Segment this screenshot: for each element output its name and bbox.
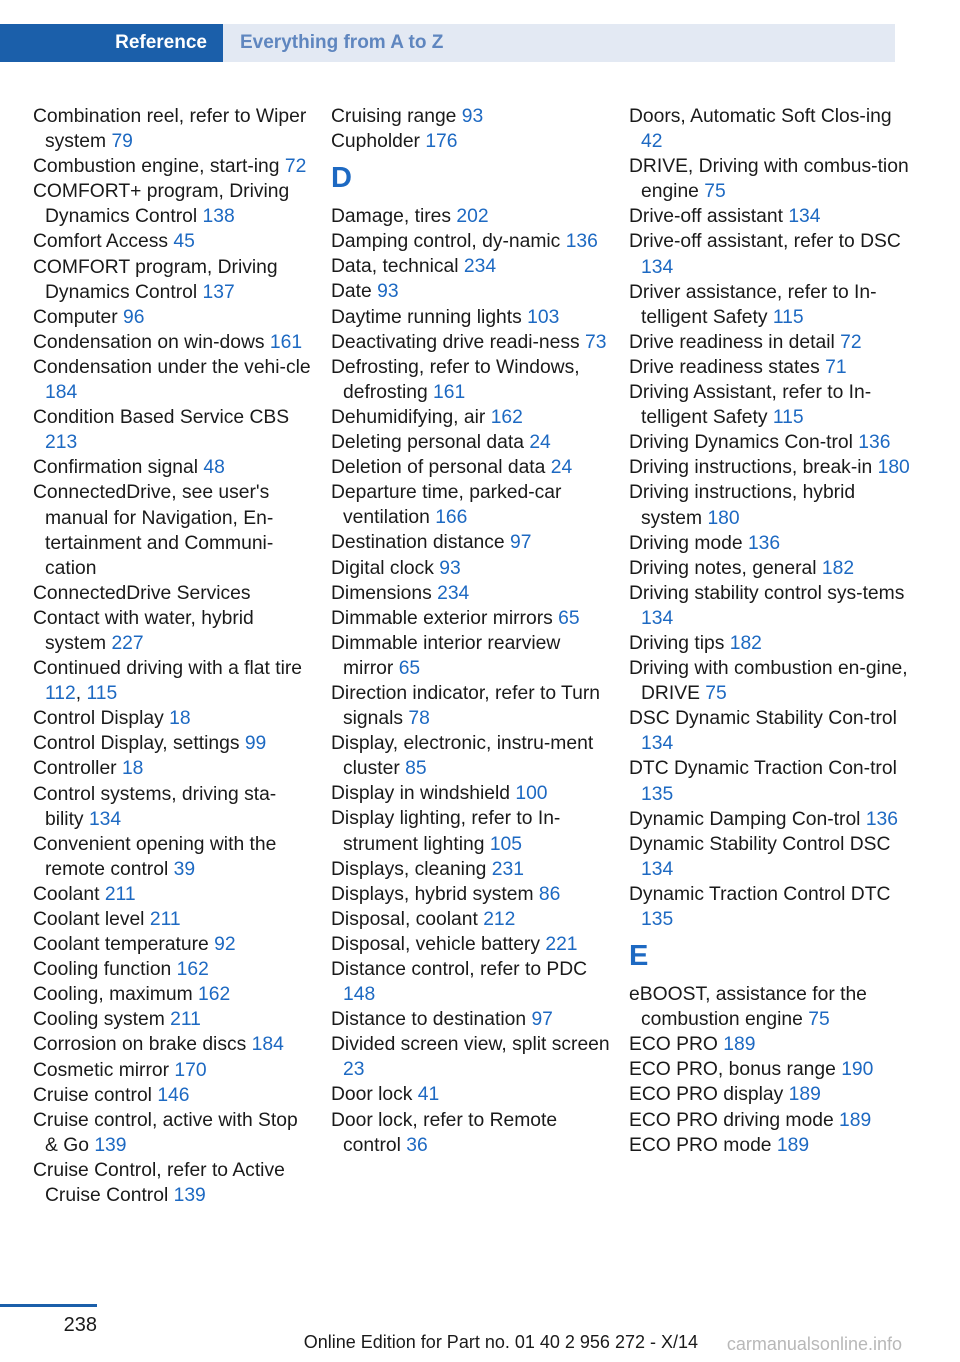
page-link[interactable]: 75 [808, 1009, 830, 1031]
page-link[interactable]: 72 [840, 331, 862, 353]
index-entry-text: Convenient opening with the remote control [33, 833, 277, 880]
index-entry-text: Displays, cleaning [331, 858, 487, 880]
page-link[interactable]: 211 [104, 883, 136, 905]
index-entry-text: Display, electronic, instru‐ment cluster [331, 733, 594, 780]
page-number: 238 [63, 1314, 97, 1336]
index-entry-text: Contact with water, hybrid system [33, 607, 254, 654]
page-link[interactable]: 42 [641, 131, 663, 153]
subsection-tab-a-to-z[interactable]: Everything from A to Z [223, 24, 895, 62]
index-entry-text: Cooling function [33, 959, 172, 981]
index-entry-text: Cruise control [33, 1084, 152, 1106]
index-entry-text: Display lighting, refer to In‐strument lighting [331, 808, 561, 855]
page-link[interactable]: 36 [406, 1134, 428, 1156]
page-link[interactable]: 227 [111, 632, 144, 654]
index-entry-text: Dehumidifying, air [331, 406, 486, 428]
page-link[interactable]: 97 [531, 1009, 553, 1031]
page-link[interactable]: 65 [558, 607, 580, 629]
page-link[interactable]: 170 [174, 1059, 207, 1081]
index-entry [331, 1108, 611, 1158]
page-link[interactable]: 48 [203, 457, 225, 479]
index-entry [33, 832, 313, 882]
page-link[interactable]: 139 [94, 1134, 127, 1156]
index-entry [331, 932, 611, 957]
page-link[interactable]: 180 [707, 507, 740, 529]
page-link[interactable]: 100 [515, 783, 548, 805]
index-entry-text: Destination distance [331, 532, 505, 554]
index-entry-text: Drive-off assistant, refer to DSC [629, 231, 901, 253]
section-tab-reference[interactable]: Reference [0, 24, 223, 62]
page-link[interactable]: 96 [123, 306, 145, 328]
index-entry-text: Doors, Automatic Soft Clos‐ing [629, 106, 892, 127]
index-entry-text: Divided screen view, split screen [331, 1034, 610, 1056]
index-entry [629, 1133, 914, 1158]
page-link[interactable]: 135 [641, 909, 674, 930]
index-entry-text: Dynamic Stability Control DSC [629, 833, 891, 855]
page-link[interactable]: 78 [408, 708, 430, 730]
index-entry [331, 254, 611, 279]
page-link[interactable]: 97 [510, 532, 532, 554]
index-entry [33, 1058, 313, 1083]
page-link[interactable]: 45 [173, 231, 195, 253]
index-entry-text: Door lock [331, 1084, 413, 1106]
page-link[interactable]: 73 [585, 331, 607, 353]
index-entry [331, 530, 611, 555]
index-entry-text: Driver assistance, refer to In‐telligent Safety [629, 281, 877, 328]
index-entry-text: ConnectedDrive Services [33, 582, 251, 604]
page-link[interactable]: 137 [202, 281, 235, 303]
page-link[interactable]: 231 [491, 858, 524, 880]
page-link[interactable]: 182 [821, 557, 855, 579]
page-link[interactable]: 23 [343, 1059, 365, 1081]
index-entry-text: Cruise Control, refer to Active Cruise Control [33, 1159, 285, 1207]
edition-note: Online Edition for Part no. 01 40 2 956 272 - X/14 [303, 1332, 698, 1352]
page-link[interactable]: 85 [405, 758, 427, 780]
index-letter-heading: D [331, 162, 352, 195]
page-link[interactable]: 211 [149, 909, 181, 930]
index-entry [629, 280, 914, 330]
index-entry [629, 1057, 914, 1082]
index-entry-text: Deletion of personal data [331, 457, 546, 479]
page-link[interactable]: 79 [111, 131, 133, 153]
page-link[interactable]: 115 [772, 306, 804, 328]
page-link[interactable]: 202 [456, 206, 489, 228]
index-entry [629, 1108, 914, 1133]
index-entry-text: Daytime running lights [331, 306, 522, 328]
index-entry-text: Control Display, settings [33, 733, 240, 755]
index-entry [33, 255, 313, 305]
page-link[interactable]: 93 [439, 557, 461, 579]
index-entry-text: Distance to destination [331, 1009, 527, 1031]
page-link[interactable]: 18 [169, 708, 191, 730]
index-entry [629, 1032, 914, 1057]
index-entry-text: Displays, hybrid system [331, 883, 534, 905]
index-entry-text: Cosmetic mirror [33, 1059, 170, 1081]
index-entry [33, 907, 313, 932]
index-entry [331, 907, 611, 932]
index-entry [629, 455, 914, 480]
page-link[interactable]: 189 [788, 1084, 821, 1106]
index-column-1 [33, 104, 313, 1208]
index-entry-text: ECO PRO, bonus range [629, 1059, 836, 1081]
index-entry [629, 756, 914, 806]
page-link[interactable]: 211 [170, 1009, 201, 1031]
index-entry [629, 631, 914, 656]
index-entry [33, 305, 313, 330]
index-entry-text: DRIVE, Driving with combus‐tion engine [629, 156, 909, 203]
page-link[interactable]: 75 [704, 181, 726, 203]
index-entry [331, 681, 611, 731]
page-link[interactable]: 99 [244, 733, 267, 755]
index-entry-text: Damage, tires [331, 206, 452, 228]
page-link[interactable]: 161 [433, 381, 466, 403]
index-entry-text: Coolant level [33, 909, 145, 930]
page-link[interactable]: 221 [545, 933, 578, 955]
index-entry [331, 1032, 611, 1082]
index-entry [33, 154, 313, 179]
index-entry [33, 731, 313, 756]
index-entry-text: Direction indicator, refer to Turn signals [331, 682, 600, 730]
index-entry [33, 330, 313, 355]
index-entry [331, 330, 611, 355]
index-entry-text: Coolant temperature [33, 934, 209, 956]
page-link[interactable]: 212 [483, 908, 516, 930]
index-entry-text: Display in windshield [331, 783, 510, 805]
index-entry-text: Driving stability control sys‐tems [629, 582, 905, 604]
index-entry [33, 229, 313, 254]
index-entry [33, 455, 313, 480]
index-entry-text: Combustion engine, start‐ing [33, 156, 280, 178]
index-entry-text: Driving mode [629, 532, 743, 554]
index-entry [331, 480, 611, 530]
page-link[interactable]: 136 [565, 231, 598, 253]
index-entry-text: Defrosting, refer to Windows, defrosting [331, 356, 580, 403]
index-entry [629, 154, 914, 204]
page-link[interactable]: 180 [877, 457, 910, 479]
page-link[interactable]: 184 [251, 1034, 284, 1056]
page-link[interactable]: 24 [529, 432, 551, 454]
index-entry [629, 982, 914, 1032]
page-link[interactable]: 92 [214, 934, 236, 956]
index-entry [33, 480, 313, 580]
index-entry-text: Driving Dynamics Con‐trol [629, 432, 853, 454]
index-entry-text: Control Display [33, 708, 164, 730]
page-link[interactable]: 134 [641, 256, 674, 278]
page-link[interactable]: 182 [729, 632, 762, 654]
page-link[interactable]: 148 [343, 984, 376, 1006]
index-entry-text: Driving instructions, hybrid system [629, 482, 856, 529]
index-entry-text: Controller [33, 758, 117, 780]
index-entry-text: COMFORT+ program, Driving Dynamics Control [33, 181, 290, 228]
index-entry-text: Distance control, refer to PDC [331, 959, 588, 980]
index-entry [33, 706, 313, 731]
index-entry-text: Driving notes, general [629, 557, 817, 579]
index-entry [331, 229, 611, 254]
index-entry [629, 581, 914, 631]
page-link[interactable]: 105 [489, 833, 522, 855]
index-entry-text: Dimmable interior rearview mirror [331, 632, 561, 679]
index-entry-text: Dimensions [331, 582, 432, 604]
index-entry-text: Coolant [33, 883, 100, 905]
index-entry-text: Disposal, vehicle battery [331, 933, 540, 955]
index-entry [629, 706, 914, 756]
index-entry-text: DTC Dynamic Traction Con‐trol [629, 758, 897, 780]
index-entry-text: Driving instructions, break-in [629, 457, 873, 479]
index-entry [331, 279, 611, 304]
index-entry [33, 1083, 313, 1108]
index-entry [629, 229, 914, 279]
index-entry-text: Disposal, coolant [331, 908, 478, 930]
page-link[interactable]: 71 [825, 356, 847, 378]
index-entry [33, 1158, 313, 1208]
page-link[interactable]: 162 [176, 959, 209, 981]
index-entry-text: Combination reel, refer to Wiper system [33, 106, 307, 153]
index-entry-text: ECO PRO mode [629, 1134, 772, 1156]
page-link[interactable]: 166 [435, 507, 468, 529]
index-entry [331, 455, 611, 480]
page-link[interactable]: 103 [527, 306, 560, 328]
page-link[interactable]: 41 [417, 1084, 440, 1106]
page-link[interactable]: 134 [641, 858, 674, 880]
page-link[interactable]: 115 [772, 407, 804, 429]
index-entry-text: Cooling, maximum [33, 984, 193, 1006]
page-link[interactable]: 162 [490, 406, 523, 428]
page-link[interactable]: 138 [202, 206, 235, 228]
index-entry [629, 330, 914, 355]
index-entry-text: Cupholder [331, 131, 420, 153]
page-link[interactable]: 93 [461, 106, 484, 127]
index-entry [331, 104, 611, 129]
index-entry-text: Door lock, refer to Remote control [331, 1109, 558, 1156]
index-entry [331, 781, 611, 806]
index-entry [629, 480, 914, 530]
index-entry [331, 957, 611, 1007]
index-entry [33, 104, 313, 154]
index-entry-text: Drive readiness in detail [629, 331, 835, 353]
page-link[interactable]: 24 [550, 457, 573, 479]
index-entry [33, 982, 313, 1007]
index-entry [629, 882, 914, 932]
index-entry-text: Drive readiness states [629, 356, 820, 378]
index-entry-text: COMFORT program, Driving Dynamics Control [33, 256, 278, 303]
index-entry [331, 857, 611, 882]
index-entry [33, 355, 313, 405]
page-link[interactable]: 115 [86, 683, 118, 705]
page-link[interactable]: 234 [463, 256, 497, 278]
index-entry [629, 556, 914, 581]
index-entry [629, 1082, 914, 1107]
index-letter-heading: E [629, 940, 649, 973]
index-entry-text: Departure time, parked-car ventilation [331, 482, 562, 529]
page-link[interactable]: 134 [88, 808, 122, 830]
index-entry [331, 631, 611, 681]
page-link[interactable]: 75 [705, 683, 727, 705]
page-link[interactable]: 136 [858, 432, 891, 454]
index-entry-text: Cooling system [33, 1009, 165, 1031]
index-entry-text: Comfort Access [33, 231, 169, 253]
index-entry [331, 355, 611, 405]
index-entry-text: DSC Dynamic Stability Con‐trol [629, 708, 897, 730]
index-entry [33, 932, 313, 957]
index-entry [331, 556, 611, 581]
index-entry-text: Condensation under the vehi‐cle [33, 356, 311, 378]
page-link[interactable]: 136 [865, 808, 898, 830]
page-link[interactable]: 112 [45, 683, 76, 705]
index-entry-text: Date [331, 281, 372, 303]
index-entry [33, 1032, 313, 1057]
index-entry-text: Digital clock [331, 557, 434, 579]
index-entry-text: Data, technical [331, 256, 459, 278]
index-entry [33, 882, 313, 907]
page-link[interactable]: 18 [121, 758, 144, 780]
index-entry: Continued driving with a flat tire 112, 115 [33, 658, 303, 705]
index-entry [629, 531, 914, 556]
index-entry-text: Cruising range [331, 106, 457, 127]
index-entry-text: Dimmable exterior mirrors [331, 607, 553, 629]
page-link[interactable]: 234 [437, 582, 470, 604]
index-column-2 [331, 104, 611, 1158]
page-link[interactable]: 189 [776, 1134, 810, 1156]
index-entry-text: ConnectedDrive, see user's manual for Navigation, En‐tertainment and Communi‐cation [33, 482, 274, 579]
index-entry [331, 806, 611, 856]
page-header [0, 24, 895, 62]
index-entry [331, 305, 611, 330]
page-link[interactable]: 72 [284, 156, 307, 178]
index-column-3 [629, 104, 914, 1158]
page-link[interactable]: 162 [198, 984, 231, 1006]
index-entry-text: Dynamic Traction Control DTC [629, 883, 891, 905]
index-entry [629, 355, 914, 380]
page-link[interactable]: 184 [45, 382, 78, 404]
index-entry-text: Driving Assistant, refer to In‐telligent Safety [629, 382, 872, 429]
index-entry [331, 1082, 611, 1107]
page-link[interactable]: 190 [841, 1059, 874, 1081]
index-entry [629, 832, 914, 882]
index-entry [33, 756, 313, 781]
index-entry [33, 179, 313, 229]
page-link[interactable]: 189 [723, 1034, 756, 1056]
page-link[interactable]: 136 [747, 532, 781, 554]
index-entry [331, 731, 611, 781]
page-link[interactable]: 93 [377, 281, 399, 303]
page-link[interactable]: 189 [839, 1109, 872, 1131]
index-entry-text: Computer [33, 306, 118, 328]
index-entry [331, 204, 611, 229]
index-entry [331, 430, 611, 455]
index-entry-text: Deactivating drive readi‐ness [331, 331, 580, 353]
page-link[interactable]: 134 [788, 206, 821, 228]
index-entry-text: Condition Based Service CBS [33, 407, 290, 429]
index-entry [629, 807, 914, 832]
index-entry [331, 882, 611, 907]
index-entry [33, 581, 313, 606]
page-link[interactable]: 134 [641, 733, 674, 755]
index-entry [331, 581, 611, 606]
index-entry-text: Corrosion on brake discs [33, 1034, 247, 1056]
page-link[interactable]: 65 [398, 657, 421, 679]
page-link[interactable]: 161 [269, 331, 303, 353]
index-entry [33, 782, 313, 832]
index-entry-text: Control systems, driving sta‐bility [33, 783, 277, 830]
index-entry-text: ECO PRO display [629, 1084, 784, 1106]
index-entry [331, 405, 611, 430]
index-entry-text: ECO PRO driving mode [629, 1109, 834, 1131]
index-entry [629, 204, 914, 229]
index-entry [629, 104, 914, 154]
index-entry-text: Condensation on win‐dows [33, 331, 265, 353]
page-link[interactable]: 39 [173, 858, 196, 880]
page-link[interactable]: 135 [641, 783, 674, 805]
index-entry-text: Dynamic Damping Con‐trol [629, 808, 861, 830]
index-entry-text: Cruise control, active with Stop & Go [33, 1109, 298, 1156]
index-entry [33, 1108, 313, 1158]
index-entry [629, 430, 914, 455]
index-entry-text: Driving tips [629, 632, 725, 654]
index-entry-text: Driving with combustion en‐gine, DRIVE [629, 658, 908, 705]
index-entry [331, 606, 611, 631]
index-entry-text: eBOOST, assistance for the combustion engine [629, 984, 867, 1031]
index-entry-text: ECO PRO [629, 1034, 718, 1056]
page-link[interactable]: 134 [641, 607, 674, 629]
footer-rule [0, 1304, 97, 1307]
page-link[interactable]: 146 [157, 1084, 190, 1106]
index-entry-text: Deleting personal data [331, 432, 524, 454]
index-entry [33, 957, 313, 982]
index-entry [33, 1007, 313, 1032]
index-entry [331, 129, 611, 154]
index-entry-text: Damping control, dy‐namic [331, 231, 561, 253]
index-entry [33, 606, 313, 656]
index-entry-text: Drive-off assistant [629, 206, 783, 228]
index-entry [33, 405, 313, 455]
index-entry [629, 380, 914, 430]
page-link[interactable]: 176 [425, 131, 458, 153]
index-entry-text: Continued driving with a flat tire [33, 658, 303, 680]
page-link[interactable]: 213 [45, 432, 78, 454]
page-link[interactable]: 86 [538, 883, 561, 905]
watermark: carmanualsonline.info [726, 1334, 902, 1354]
page-link[interactable]: 139 [173, 1185, 206, 1207]
index-entry [331, 1007, 611, 1032]
index-entry [629, 656, 914, 706]
index-entry-text: Confirmation signal [33, 457, 199, 479]
